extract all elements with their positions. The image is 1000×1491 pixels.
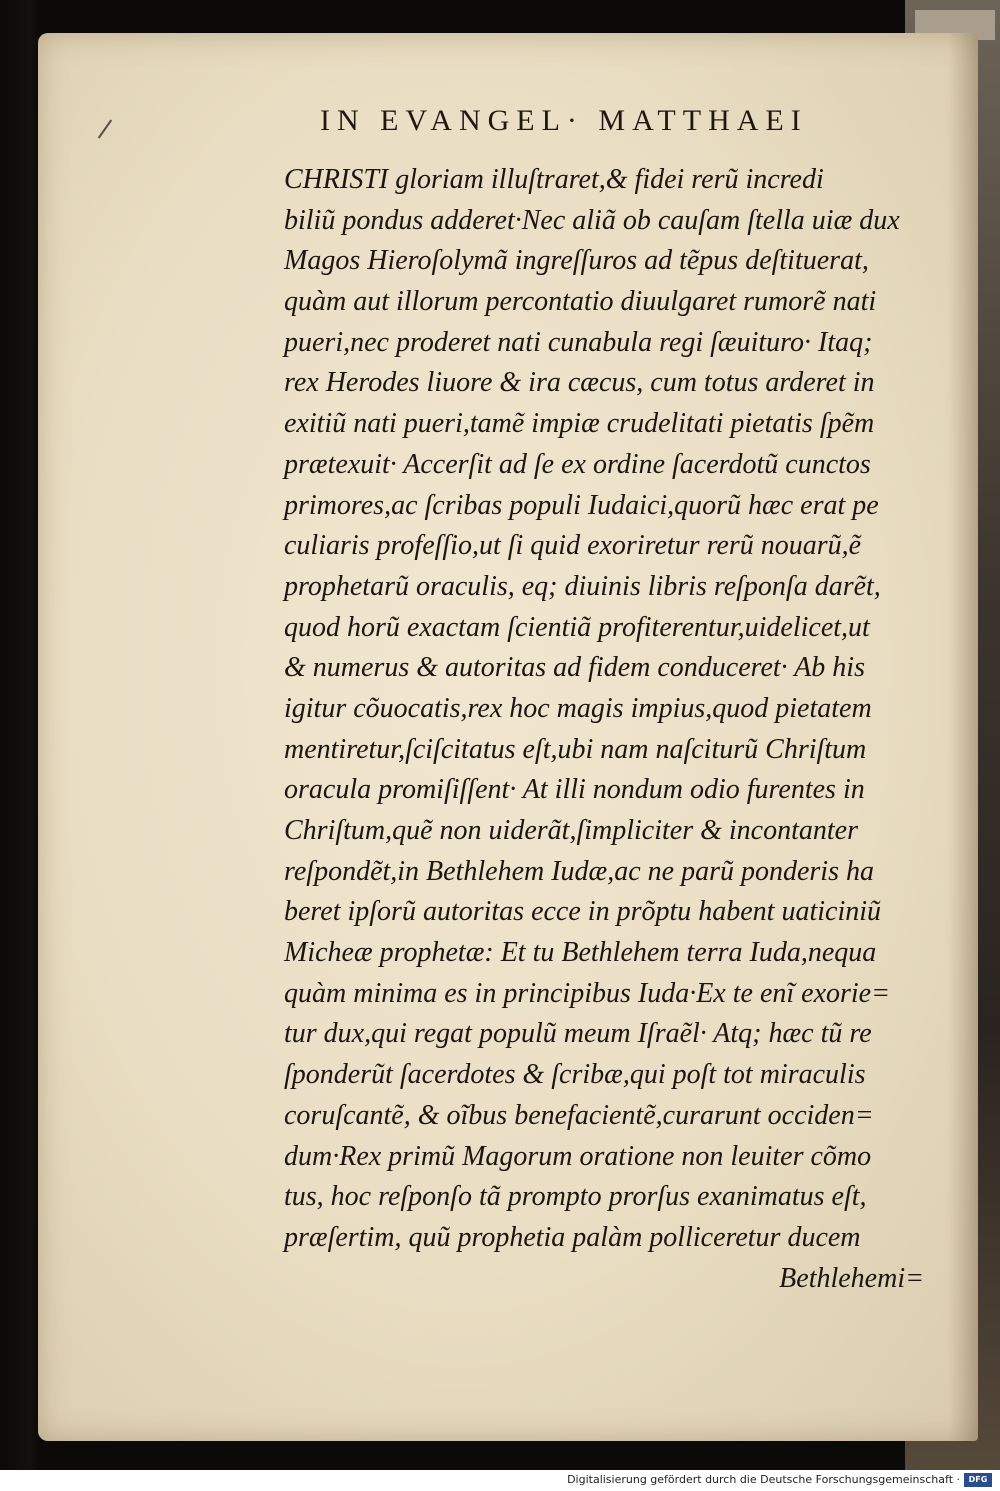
footer-bar xyxy=(0,1470,1000,1491)
funding-credit: Digitalisierung gefördert durch die Deutsche Forschungsgemeinschaft · xyxy=(567,1473,960,1486)
text-line: ſponderũt ſacerdotes & ſcribæ,qui poſt tot miraculis xyxy=(284,1059,866,1091)
text-line: CHRISTI gloriam illuſtraret,& fidei rerũ incredi xyxy=(284,164,824,195)
text-line: Magos Hieroſolymã ingreſſuros ad tẽpus deſtituerat, xyxy=(284,245,869,277)
text-line: quod horũ exactam ſcientiã profiterentur,uidelicet,ut xyxy=(284,611,870,643)
text-line: pueri,nec proderet nati cunabula regi ſæuituro· Itaq; xyxy=(284,326,873,358)
catchword: Bethlehemi= xyxy=(779,1262,924,1294)
text-line: quàm aut illorum percontatio diuulgaret rumorẽ nati xyxy=(284,286,877,318)
text-line: coruſcantẽ, & oĩbus benefacientẽ,curarunt occiden= xyxy=(284,1099,874,1131)
text-line: quàm minima es in principibus Iuda·Ex te enĩ exorie= xyxy=(284,977,891,1009)
text-line: oracula promiſiſſent· At illi nondum odio furentes in xyxy=(284,774,865,806)
text-line: exitiũ nati pueri,tamẽ impiæ crudelitati pietatis ſpẽm xyxy=(284,408,875,440)
dfg-logo: DFG xyxy=(964,1473,992,1487)
running-head: IN EVANGEL· MATTHAEI xyxy=(320,104,808,137)
text-line: beret ipſorũ autoritas ecce in prõptu habent uaticiniũ xyxy=(284,896,881,928)
body-text xyxy=(284,160,924,1299)
text-line: dum·Rex primũ Magorum oratione non leuiter cõmo xyxy=(284,1140,872,1172)
text-line: Micheæ prophetæ: Et tu Bethlehem terra Iuda,nequa xyxy=(284,937,877,969)
text-line: biliũ pondus adderet·Nec aliã ob cauſam ſtella uiæ dux xyxy=(284,204,900,236)
text-line: tus, hoc reſponſo tã prompto prorſus exanimatus eſt, xyxy=(284,1181,867,1213)
text-line: prophetarũ oraculis, eq; diuinis libris reſponſa darẽt, xyxy=(284,570,881,602)
text-line: rex Herodes liuore & ira cæcus, cum totus arderet in xyxy=(284,367,875,399)
text-line: prætexuit· Accerſit ad ſe ex ordine ſacerdotũ cunctos xyxy=(284,448,871,480)
text-line: culiaris profeſſio,ut ſi quid exoriretur rerũ nouarũ,ẽ xyxy=(284,530,862,562)
text-line: igitur cõuocatis,rex hoc magis impius,quod pietatem xyxy=(284,692,872,724)
text-line: tur dux,qui regat populũ meum Iſraẽl· Atq; hæc tũ re xyxy=(284,1018,872,1050)
text-line: & numerus & autoritas ad fidem conduceret· Ab his xyxy=(284,652,865,684)
text-line: mentiretur,ſciſcitatus eſt,ubi nam naſciturũ Chriſtum xyxy=(284,733,867,765)
text-line: præſertim, quũ prophetia palàm polliceretur ducem xyxy=(284,1221,861,1253)
text-line: reſpondẽt,in Bethlehem Iudæ,ac ne parũ ponderis ha xyxy=(284,855,874,887)
text-line: Chriſtum,quẽ non uiderãt,ſimpliciter & incontanter xyxy=(284,815,858,846)
text-line: primores,ac ſcribas populi Iudaici,quorũ hæc erat pe xyxy=(284,489,879,521)
page-fold-shadow xyxy=(948,33,978,1441)
